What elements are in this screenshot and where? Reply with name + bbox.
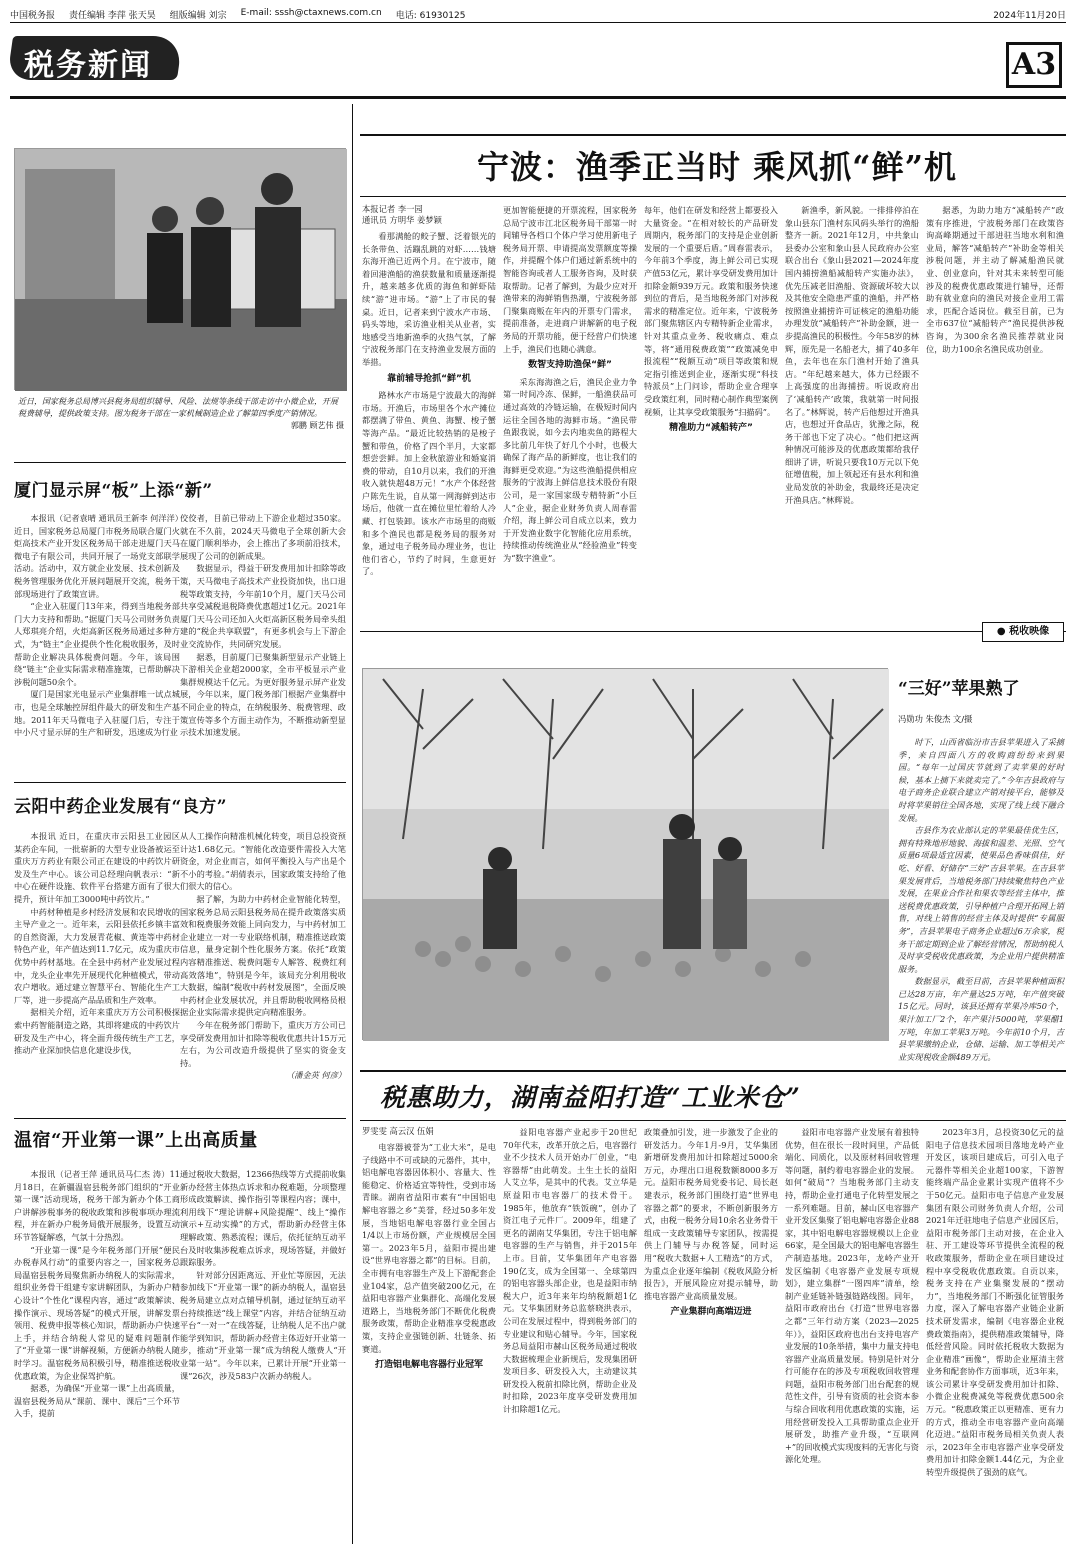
- divider: [14, 462, 346, 463]
- issue-date: 2024年11月20日: [993, 11, 1066, 21]
- phone: 电话: 61930125: [395, 11, 466, 21]
- masthead-rule: [10, 96, 1066, 99]
- article-body-wenxiu-col1: [14, 1168, 180, 1546]
- paragraph: 吉县作为农业部认定的苹果最佳优生区，拥有特殊地形地貌、海拔和温差、光照、空气质量6项最适宜因素，使果品色香味俱佳，好吃、好看、好储存“三好”吉县苹果。在吉县苹果发展背后，当地税务部门持续聚焦特色产业发展，在果业合作社和果农等经营主体中，推送税费优惠政策，引导种植户合理开拓网上销售，对线上销售的经营主体及时提供“专属服务”，吉县苹果电子商务企业超过6万余家，税务干部定期到企业了解经营情况，帮助纳税人及时享受税收优惠政策，为企业用户提供精准服务。: [898, 825, 1064, 974]
- subheading: 精准助力“减船转产”: [669, 423, 753, 434]
- paragraph: 11月18日，在新疆温宿县税务部门组织的“开业第一课”活动现场，税务干部为新办个体工商户讲解涉税事务的税收政策和涉税事项办理流程，并在新办户税务局俄开展服务，设置互动环节答疑解惑，气氛十分热烈。: [14, 1169, 180, 1242]
- photo-credit: 郭鹏 顾艺伟 摄: [290, 421, 344, 430]
- byline: 本报记者 李一园: [362, 204, 423, 214]
- article-title-ningbo: 宁波：渔季正当时 乘风抓“鲜”机: [477, 148, 957, 186]
- divider: [14, 1118, 346, 1119]
- signature: （潘金英 何彦）: [286, 1070, 346, 1081]
- article-title-xiamen: 厦门显示屏“板”上添“新”: [14, 481, 213, 501]
- apple-harvest-photo: [362, 668, 888, 1040]
- article-title-wenxiu: 温宿“开业第一课”上出高质量: [14, 1130, 258, 1151]
- paragraph: 益阳电容器产业起步于20世纪70年代末，改革开放之后，电容器行业不少技术人员开始办厂创业，“电容器帮”由此萌发。土生土长的益阳人艾立华，是其中的代表。艾立华是原益阳市电容器厂的技术骨干。1985年，他放弃“铁饭碗”，创办了资江电子元件厂。2009年，组建了更名的湖南艾华集团，专注于铝电解电容器的生产与销售，并于2015年上市。目前，艾华集团年产电容器190亿支，成为全国第一、全球第四的铝电容器头部企业，也是益阳市纳税大户，近3年来年均纳税额超1亿元。艾华集团财务总监蔡晓洪表示，公司在发展过程中，得到税务部门的专业建议和贴心辅导。今年，国家税务总局益阳市赫山区税务局通过税收大数据梳理企业新规后，发现集团研发项目多、研发投入大，主动建议其研发投入税前扣除比例，帮助企业及时扣除，2023年度享受研发费用加计扣除超1亿元。: [503, 1127, 637, 1415]
- editor-credit: 责任编辑 李萍 张天昊: [69, 11, 156, 21]
- article-title-yunyang: 云阳中药企业发展有“良方”: [14, 797, 228, 817]
- column-tag-label: 税收映像: [1009, 626, 1050, 637]
- article-body-yunyang-col2: [180, 830, 346, 1112]
- paper-name: 中国税务报: [10, 11, 56, 21]
- paragraph: 2023年3月，总投资30亿元的益阳电子信息技术园项目落地龙岭产业开发区，该项目建成后，可引入电子元器件等相关企业超100家，下游智能终端产品企业累计实现产值将不少于50亿元。益阳市电子信息产业发展集团有限公司财务负责人介绍，公司2021年迁驻地电子信息产业园区后，益阳市税务部门主动对接，在企业入驻、开工建设等环节提供全流程的税收政策服务，帮助企业在项目建设过程中享受税收优惠政策。自贡以来，税务支持在产业集聚发展的“摆动力”，当地税务部门不断强化征管服务力度，深入了解电容器产业链企业新技术研发需求，编制《电容器企业税费政策指南》，提供精准政策辅导，降低经营风险。同时依托税收大数据为企业精准“画像”，帮助企业厘清主营业务和配套协作方面事项，近3年来，该公司累计享受研发费用加计扣除、小微企业税费减免等税费优惠500余万元。“税惠政策正以更精准、更有力的方式，推动全市电容器产业向高端化迈进。”益阳市税务局相关负责人表示，2023年全市电容器产业享受研发费用加计扣除金额1.44亿元，为企业转型升级提供了强劲的底气。: [926, 1127, 1064, 1478]
- article-body-apple: [898, 736, 1064, 1062]
- byline: 冯勋功 朱俊杰 文/摄: [898, 714, 973, 724]
- caption-text: 近日，国家税务总局博兴县税务局组织辅导、风险、法规等条线干部走访中小微企业，开展税费辅导，提供政策支持。图为税务干部在一家机械制造企业了解第四季度产销情况。: [18, 397, 338, 418]
- divider: [360, 631, 1066, 632]
- byline: 本报讯（记者袁晴 通讯员王新李 何洋洋）: [30, 513, 183, 523]
- paragraph: 据悉，为确保“开业第一课”上出高质量，温宿县税务局从“课前、课中、课后”三个环节入手，提前: [14, 1383, 180, 1419]
- column-tag: [982, 622, 1064, 642]
- byline: 通讯员 方明华 姜梦颖: [362, 215, 442, 225]
- header-divider: [10, 22, 1066, 23]
- column-separator: [352, 104, 353, 1544]
- paragraph: 电容器被誉为“工业大米”，是电子线路中不可或缺的元器件，其中，铝电解电容器因体积小、容量大、性能稳定、价格适宜等特性，受到市场青睐。湖南省益阳市素有“中国铝电解电容器之乡”美誉，经过50多年发展，当地铝电解电容器行业全国占1/4以上市场份额，产业规模居全国第一。2023年5月，益阳市提出建设“世界电容器之都”的目标。目前，全市拥有电容器生产及上下游配套企业104家，总产值突破200亿元，在益阳电容器产业集群化、高端化发展道路上，当地税务部门不断优化税费服务政策，帮助企业精准享受税惠政策，支持企业强链创新、壮链条、拓赛道。: [362, 1142, 496, 1354]
- paragraph: 厦门是国家光电显示产业集群唯一试点城市，也是全球触控屏组件最大的研发和生产基地。2011年天马微电子入驻厦门后，专注于中小尺寸显示屏的生产和研发，迅速成为行业: [14, 689, 180, 738]
- subheading: 产业集群向高端迈进: [670, 1307, 752, 1318]
- article-body-ningbo-col5: [926, 204, 1064, 606]
- paragraph: 据悉，为助力地方“减船转产”政策有序推进，宁波税务部门在政策咨询高峰期通过干部进驻当地水利和渔业局，解答“减船转产”补助金等相关涉税问题，并主动了解减船渔民就业、创业意向，针对其未来转型可能涉及的税费优惠政策进行辅导，还帮助有就业意向的渔民对接企业用工需求，匹配合适岗位。截至目前，已为全市637位“减船转产”渔民提供涉税咨询，为300余名渔民推荐就业岗位，助力100余名渔民成功创业。: [926, 205, 1064, 354]
- camera-icon: ●: [996, 626, 1006, 637]
- factory-visit-photo: [14, 148, 346, 390]
- paragraph: 近日，国家税务总局厦门市税务局联合厦门火炬高技术产业开发区税务局干部走进厦门天马微电子有限公司，共同开展了一场党支部联学活动。活动中，双方就企业发展、技术创新及税务管理服务优化开展问题展开交流，税务干部现场进行了政策宣讲。: [14, 525, 180, 599]
- article-body-yiyang-col1: [362, 1126, 496, 1546]
- article-body-yunyang-col1: [14, 830, 180, 1112]
- paragraph: 从人工操作向精准机械化转变，项目总投资预计达1.68亿元。“智能化改造要件需投入大笔资金，对企业而言，如何平衡投入与产出是个不小的考验。”胡倩表示，国家政策支持给了他们很大的信心。: [180, 831, 346, 892]
- page-header-line: [10, 8, 1066, 22]
- apple-orchard-illustration: [363, 669, 889, 1041]
- paragraph: 数据显示，截至目前，吉县苹果种植面积已达28万亩，年产量达25万吨，年产值突破15亿元。同时，该县还拥有苹果冷库50个，果汁加工厂2个，年产果汁5000吨，苹果醋1万吨，年加工苹果3万吨。今年前10个月，吉县苹果缴纳企业，仓储、运输、加工等相关产业实现税收金额489万元。: [898, 976, 1064, 1062]
- paragraph: 益阳市电容器产业发展有着独特优势，但在很长一段时间里，产品低端化、同质化，以及原材料回收管理等问题，制约着电容器企业的发展。如何“破局”？当地税务部门主动支持，帮助企业打通电子化转型发展之一系列难题。目前，赫山区电容器产业开发区集聚了铝电解电容器企业88家，其中铝电解电容器规模以上企业66家，是全国最大的铝电解电容器生产制造基地。2023年，龙岭产业开发区编制《电容器产业发展专项规划》，建立集群“一图四库”清单，绘制产业延链补链强链路线图。同年，益阳市政府出台《打造“世界电容器之都”三年行动方案（2023—2025年）》，益阳区政府也出台支持电容产业发展的10条举措，集中力量支持电容器产业高质量发展。特别是针对分行可能存在的涉及专项税收回收管理问题，益阳市税务部门出台配套的规范性文件，引导有资质的社会资本参与综合回收利用优惠政策的实施，运用经营研发投入工具帮助重点企业开展研发，助推产业升级，“互联网+”的回收模式实现废料的无害化与资源化处理。: [785, 1127, 919, 1465]
- article-body-yiyang-col2: [503, 1126, 637, 1546]
- article-body-ningbo-col3: [644, 204, 778, 606]
- paragraph: 今年在税务部门帮助下，重庆万方公司已享受研发费用加计扣除等税收优惠共计15万元左右，为公司改造升级提供了坚实的资金支持。: [180, 1019, 346, 1068]
- article-title-yiyang: 税惠助力，湖南益阳打造“工业米仓”: [380, 1083, 801, 1112]
- paragraph: 看那满舱的鲛子蟹、泛着银光的长条带鱼、活蹦乱跳的对虾……钱塘东海开渔已近两个月。在宁波市，随着回港渔船的渔获数量和质量逐渐提升，越来越多优质的海鱼和鲜虾陆续“游”进市场。“游”上了市民的餐桌。近日，记者来到宁波水产市场、码头等地，采访渔业相关从业者，实地感受当地新渔季的火热气氛，了解宁波税务部门在支持渔业发展方面的举措。: [362, 231, 496, 367]
- paragraph: 政策叠加引发，进一步激发了企业的研发活力。今年1月-9月，艾华集团新增研发费用加计扣除超过5000余万元，办理出口退税数额8000多万元。益阳市税务局党委书记、局长赵建表示，税务部门围绕打造“世界电容器之都”的要求，不断创新服务方式，由税一税务分局10余名业务骨干组成一支政策辅导专家团队，按需提供上门辅导与办税答疑，同时运用“税收大数据+人工精选”的方式，为重点企业逐年编制《税收风险分析报告》，开展风险应对提示辅导，助推电容器产业高质量发展。: [644, 1127, 778, 1301]
- subheading: 打造铝电解电容器行业冠军: [374, 1360, 483, 1371]
- article-title-apple: “三好”苹果熟了: [898, 679, 1020, 699]
- page-number: A3: [1006, 42, 1062, 88]
- paragraph: 时下，山西省临汾市吉县苹果进入了采摘季，来自四面八方的收购商纷纷来到果园。“每年一过国庆节就到了卖苹果的好时候，基本上摘下来就卖完了。”今年吉县政府与电子商务企业联合建立产销对接平台，能够及时将苹果销往全国各地，实现了线上线下融合发展。: [898, 737, 1064, 823]
- paragraph: 新渔季，新风貌。一排排停泊在象山县东门渔村东风码头举行的渔船整齐一新。2021年12月，中共象山县委办公室和象山县人民政府办公室联合出台《象山县2021—2024年度国内捕捞渔船减船转产实施办法》，优先压减老旧渔船、资源破坏较大以及其他安全隐患严重的渔船，并严格按照渔业捕捞许可证核定的渔船功能办理发放“减船转产”补助金额，进一步提高渔民的积极性。今年58岁的林辉，原先是一名船老大，捕了40多年鱼，去年也在东门渔村开始了渔具店。“年纪越来越大，体力已经跟不上高强度的出海捕捞。听说政府出了‘减船转产’政策，我就第一时间报名了。”林辉说，转产后他想过开渔具店，也想过开食品店，犹豫之际，税务干部也下定了决心。“他们把这两种情况可能涉及的优惠政策都给我仔细讲了讲，听说只要我10万元以下免征增值税，加上领起还有县水利和渔业局发放的补助金，我最终还是决定开渔具店。”林辉说。: [785, 205, 919, 505]
- article-body-yiyang-col3: [644, 1126, 778, 1546]
- section-masthead: [10, 26, 310, 94]
- paragraph: 更加智能便捷的开票流程，国家税务总局宁波市江北区税务局干部第一时间辅导各档口个体户学习使用新电子税务局开票、申请提高发票额度等操作，并提醒个体户们通过新系统中的智能咨询或者人工服务咨询，及时获取帮助。记者了解到，为最少应对开渔带来的海鲜销售热潮，宁波税务部门聚集商贩在年内的开票专门需求，提前准备，走进商户讲解新的电子税务局的开票功能，便于经营户们快速上手，渔民们也随心满意。: [503, 205, 637, 354]
- paragraph: 路林水产市场是宁波最大的海鲜市场。开渔后，市场里各个水产摊位都摆满了带鱼、黄鱼、海蟹、梭子蟹等海产品。“最近比较热销的是梭子蟹和带鱼，价格了四个半月，大家都想尝尝鲜。加上金秋旅游业和婚宴消费的带动，自10月以来，我们的开渔收入就快超48万元！”水产个体经营户陈先生说，自从第一网海鲜到达市场后，他就一直在摊位里忙着给人冷藏、打包装卸。该水产市场里的商贩和多个渔民也都是税务局的服务对象，通过电子税务局办理业务，也让他们省心，节约了时间，生意更好了。: [362, 390, 496, 577]
- article-body-yiyang-col5: [926, 1126, 1064, 1546]
- paragraph: 每年，他们在研发和经营上都要投入大量资金。“在相对较长的产品研发周期内，税务部门的支持是企业创新发展的一个重要后盾。”周春雷表示，今年前3个季度，海上鲜公司已实现产值53亿元，累计享受研发费用加计扣除金额939万元。政策和服务快速到位的背后，是当地税务部门对涉税需求的精准定位。近年来，宁波税务部门聚焦辖区内专精特新企业需求，针对其重点业务、税收痛点、难点等，将“通用税费政策”“政策减免申报流程”“税额互动”项目等政策和规定指引推送到企业，逐渐实现“科技特派员”上门问诊，帮助企业合理享受政策红利，同时精心制作典型案例视频，让其享受政策服务“扫描码”。: [644, 205, 778, 417]
- paragraph: 采东海海渔之后，渔民企业力争第一时间冷冻、保鲜，一船渔获品可通过高效的冷链运输，在极短时间内运往全国各地的海鲜市场。“渔民带鱼跟我说，如今去内地卖鱼的路程大多比前几年快了好几个小时，也极大确保了海产品的新鲜度，也让我们的海鲜更受欢迎。”为这些渔船提供相应服务的宁波海上鲜信息技术股份有限公司，是一家国家级专精特新“小巨人”企业，据企业财务负责人周春雷介绍，海上鲜公司自成立以来，致力于开发渔业数字化智能化应用系统，持续推动传统渔业从“经验渔业”转变为“数字渔业”。: [503, 376, 637, 564]
- section-title: 税务新闻: [24, 48, 152, 83]
- article-body-ningbo-col2: [503, 204, 637, 606]
- headline-rule: [360, 196, 1066, 197]
- factory-visit-illustration: [15, 149, 347, 391]
- paragraph: 通过税收大数据，12366热线等方式提前收集新办经营主体热点诉求和办税难题，分项整理形成政策解读、操作指引等课程内容；课中，利用线下“理论讲解+风险提醒”、线上“操作演示+互动实操”的方式，帮助新办经营主体理解政策、熟悉流程；课后，依托征纳互动平台及时收集涉税难点诉求，现场答疑，并做好跟踪服务。: [180, 1169, 346, 1268]
- paragraph: 据相关介绍，近年来重庆万方公司积极探索中药智能制造之路，其即将建成的中药饮片研发及生产中心，将全面升级传统生产工艺，推动产业深加快信息化建设步伐，: [14, 1007, 180, 1056]
- article-body-xiamen-col1: [14, 512, 183, 738]
- photo-caption: [18, 396, 344, 456]
- paragraph: 数据显示，得益于研发费用加计扣除等政策，天马微电子高技术产业投资加快，出口退税等政策支持，今年前10个月，厦门天马公司共享受减税退税降费优惠超过1亿元。2021年厦门天马公司还加入火炬高新区税务局牵头组建的“税企共享联盟”，有更多机会与上下游企业交流协作，共同研究发展。: [180, 563, 346, 649]
- paragraph: 针对部分因距离远、开业忙等原因，无法参加线下“开业第一课”的新办纳税人，温宿县税务局建立点对点辅导机制，通过征纳互动平台持续推送“线上课堂”内容，并结合征纳互动平台“一对一”在线答疑，让纳税人足不出户就能学到知识，帮助新办经营主体迈好开业第一步，推动“开业第一课”成为纳税人缴费人“开业第一站”。今年以来，已累计开展“开业第一课”26次，涉及583户次新办纳税人。: [180, 1269, 346, 1381]
- layout-credit: 组版编辑 刘宗: [169, 11, 227, 21]
- paragraph: “开业第一课”是今年税务部门开展“便民办税春风行动”的重要内容之一，国家税务总局温宿县税务局聚焦新办纳税人的实际需求，组织业务骨干组建专家讲解团队，为新办户精心设计“个性化”课程内容，通过“政策解读、操作演示、现场答疑”的模式开展，讲解发票领用、税费申报等核心知识，帮助新办户快速上手，并结合纳税人常见的疑难问题制作了“开业第一课”讲解视频，方便新办纳税人随时学习。温宿税务局积极引导，精准推送税收优惠政策，为企业保驾护航。: [14, 1244, 180, 1381]
- article-body-yiyang-col4: [785, 1126, 919, 1546]
- subheading: 靠前辅导抢抓“鲜”机: [387, 373, 471, 384]
- byline: 本报讯: [30, 831, 57, 841]
- paragraph: 据了解，为助力中药材企业智能化转型，国家税务总局云阳县税务局在提升政策落实质效和税费服务效能上同向发力，与中药材加工企业建立一对一专业联络机制，精准推送政策信息，量身定制个性化服务方案。依托“政策内容精准推送、税费问题专人解答、税费红利高效落地”，特别是今年，该局充分利用税收大数据，编制“税收中药材发展图”，全面反映中药材企业发展状况，并且帮助税收网格员根据企业实际需求提供定向精准服务。: [180, 893, 346, 1018]
- email: E-mail: sssh@ctaxnews.com.cn: [240, 8, 382, 18]
- article-body-ningbo-col4: [785, 204, 919, 606]
- paragraph: 中药材种植是乡村经济发展和农民增收的主导产业之一。近年来，云阳县依托乡镇丰富的自然资源，大力发展青花椒、黄连等中药材特色产业，年产值达到11.7亿元，成为重庆市优势中药材基地。在全县中药材产业发展过程中，龙头企业率先开展现代化种植模式，带动农户增收。通过建立智慧平台、智能化生产工厂等，进一步提高产品品质和生产效率。: [14, 906, 180, 1005]
- headline-rule: [360, 1120, 1066, 1121]
- divider: [14, 782, 346, 783]
- article-body-xiamen-col2: [180, 512, 346, 738]
- subheading: 数智支持助渔保“鲜”: [528, 360, 612, 371]
- byline: 本报讯（记者王萍 通讯员马仁杰 涛）: [30, 1169, 170, 1179]
- article-body-wenxiu-col2: [180, 1168, 346, 1546]
- headline-rule: [360, 1070, 1066, 1072]
- paragraph: 佼佼者，目前已带动上下游企业超过350家。就在不久前，2024天马微电子全球创新大会在厦门顺利举办，会上推出了多项前沿技术，展现了公司的创新成果。: [180, 513, 346, 561]
- paragraph: 近日，在重庆市云阳县工业园区某药企车间，一批崭新的大型专业设备被运至重庆万方药业有限公司正在建设的中药饮片研发及生产中心。该公司总经理向帆表示：“新中心在硬件设施、软件平台搭建方面有了很大提升，预计年加工3000吨中药饮片。”: [14, 831, 180, 904]
- paragraph: 据悉，目前厦门已聚集新型显示产业链上下游相关企业超2000家，全市平板显示产业集群规模达千亿元。为更好服务显示屏产业发展，今年以来，厦门税务部门根据产业集群中不同企业的特点，在纳税服务、税费管理、政策宣传等多个方面主动作为，不断推动新型显示技术加速发展。: [180, 651, 346, 738]
- byline: 罗雯雯 高云汉 伍娟: [362, 1126, 434, 1136]
- article-body-ningbo-col1: [362, 204, 496, 606]
- paragraph: “企业入驻厦门13年来，得到当地税务部门大力支持和帮助。”据厦门天马公司财务负责人郑琪亮介绍，火炬高新区税务局通过多种方式，为“链主”企业提供个性化税收服务，及时帮助企业解决具体税费问题。今年，该局围绕“链主”企业实际需求精准施策，已帮助解决涉税问题50余个。: [14, 601, 180, 687]
- headline-rule: [360, 134, 1066, 136]
